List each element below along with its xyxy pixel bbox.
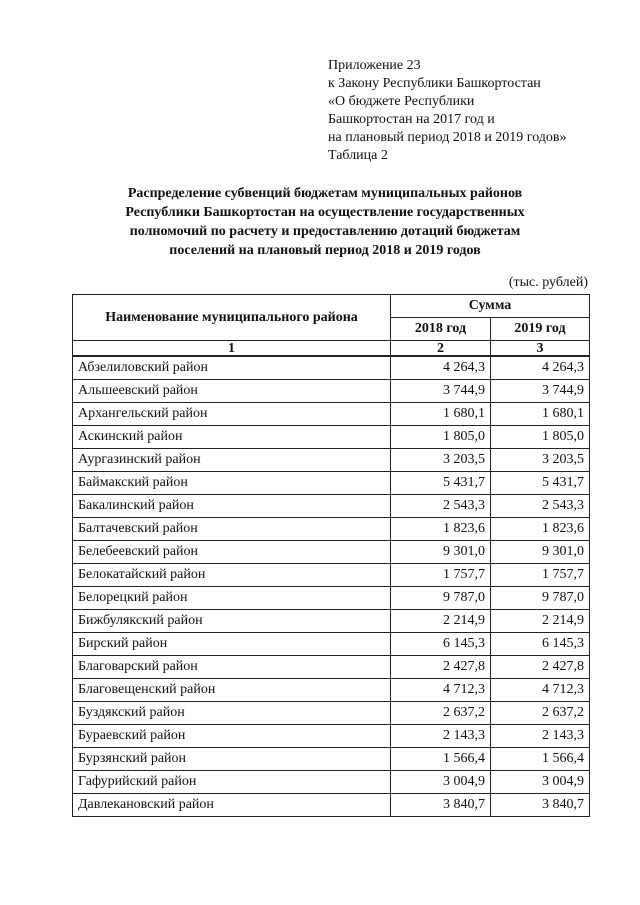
value-2018-cell: 5 431,7 xyxy=(391,472,491,495)
district-name-cell: Абзелиловский район xyxy=(73,356,391,380)
table-row xyxy=(73,587,590,610)
table-row xyxy=(73,564,590,587)
value-2019-cell: 1 805,0 xyxy=(491,426,590,449)
table-row xyxy=(73,403,590,426)
table-row xyxy=(73,748,590,771)
title-line: Республики Башкортостан на осуществление государственных xyxy=(125,205,525,220)
table-row xyxy=(73,356,590,380)
value-2019-cell: 9 301,0 xyxy=(491,541,590,564)
district-name-cell: Аскинский район xyxy=(73,426,391,449)
value-2018-cell: 3 840,7 xyxy=(391,794,491,817)
value-2019-cell: 4 264,3 xyxy=(491,356,590,380)
annex-block xyxy=(328,57,567,165)
district-name-cell: Бакалинский район xyxy=(73,495,391,518)
value-2019-cell: 2 143,3 xyxy=(491,725,590,748)
annex-line: на плановый период 2018 и 2019 годов» xyxy=(328,130,567,145)
table-row xyxy=(73,472,590,495)
value-2019-cell: 9 787,0 xyxy=(491,587,590,610)
district-name-cell: Бирский район xyxy=(73,633,391,656)
table-row xyxy=(73,771,590,794)
value-2019-cell: 1 823,6 xyxy=(491,518,590,541)
value-2018-cell: 3 004,9 xyxy=(391,771,491,794)
value-2018-cell: 1 823,6 xyxy=(391,518,491,541)
value-2018-cell: 2 637,2 xyxy=(391,702,491,725)
district-name-cell: Буздякский район xyxy=(73,702,391,725)
district-name-cell: Баймакский район xyxy=(73,472,391,495)
table-row xyxy=(73,633,590,656)
value-2019-cell: 1 566,4 xyxy=(491,748,590,771)
value-2018-cell: 3 744,9 xyxy=(391,380,491,403)
value-2018-cell: 9 787,0 xyxy=(391,587,491,610)
column-index: 2 xyxy=(391,341,491,357)
value-2018-cell: 1 757,7 xyxy=(391,564,491,587)
table-row xyxy=(73,702,590,725)
table-body xyxy=(73,356,590,817)
header-2019: 2019 год xyxy=(491,318,590,341)
subvention-table xyxy=(72,294,590,817)
title-line: поселений на плановый период 2018 и 2019 годов xyxy=(169,243,481,258)
value-2018-cell: 2 427,8 xyxy=(391,656,491,679)
district-name-cell: Белорецкий район xyxy=(73,587,391,610)
value-2019-cell: 6 145,3 xyxy=(491,633,590,656)
table-row xyxy=(73,725,590,748)
value-2018-cell: 4 712,3 xyxy=(391,679,491,702)
table-row xyxy=(73,656,590,679)
value-2018-cell: 6 145,3 xyxy=(391,633,491,656)
value-2018-cell: 1 566,4 xyxy=(391,748,491,771)
value-2018-cell: 1 680,1 xyxy=(391,403,491,426)
column-index: 3 xyxy=(491,341,590,357)
district-name-cell: Бураевский район xyxy=(73,725,391,748)
value-2019-cell: 3 744,9 xyxy=(491,380,590,403)
document-title xyxy=(60,184,590,260)
value-2019-cell: 1 680,1 xyxy=(491,403,590,426)
district-name-cell: Давлекановский район xyxy=(73,794,391,817)
table-row xyxy=(73,449,590,472)
column-index: 1 xyxy=(73,341,391,357)
value-2018-cell: 3 203,5 xyxy=(391,449,491,472)
district-name-cell: Балтачевский район xyxy=(73,518,391,541)
title-line: полномочий по расчету и предоставлению дотаций бюджетам xyxy=(129,224,521,239)
unit-label: (тыс. рублей) xyxy=(508,275,588,290)
value-2019-cell: 2 427,8 xyxy=(491,656,590,679)
header-2018: 2018 год xyxy=(391,318,491,341)
district-name-cell: Белебеевский район xyxy=(73,541,391,564)
district-name-cell: Гафурийский район xyxy=(73,771,391,794)
district-name-cell: Благоварский район xyxy=(73,656,391,679)
table-row xyxy=(73,426,590,449)
value-2018-cell: 4 264,3 xyxy=(391,356,491,380)
value-2018-cell: 1 805,0 xyxy=(391,426,491,449)
table-row xyxy=(73,380,590,403)
value-2019-cell: 5 431,7 xyxy=(491,472,590,495)
value-2019-cell: 3 840,7 xyxy=(491,794,590,817)
value-2019-cell: 3 004,9 xyxy=(491,771,590,794)
header-district-name: Наименование муниципального района xyxy=(73,295,391,341)
table-row xyxy=(73,518,590,541)
value-2018-cell: 2 143,3 xyxy=(391,725,491,748)
annex-line: к Закону Республики Башкортостан xyxy=(328,76,541,91)
value-2019-cell: 1 757,7 xyxy=(491,564,590,587)
district-name-cell: Аургазинский район xyxy=(73,449,391,472)
district-name-cell: Белокатайский район xyxy=(73,564,391,587)
annex-line: «О бюджете Республики xyxy=(328,94,475,109)
value-2019-cell: 3 203,5 xyxy=(491,449,590,472)
district-name-cell: Бижбулякский район xyxy=(73,610,391,633)
annex-line: Приложение 23 xyxy=(328,58,421,73)
district-name-cell: Архангельский район xyxy=(73,403,391,426)
value-2019-cell: 2 214,9 xyxy=(491,610,590,633)
value-2019-cell: 2 637,2 xyxy=(491,702,590,725)
annex-line: Таблица 2 xyxy=(328,148,388,163)
title-line: Распределение субвенций бюджетам муниципальных районов xyxy=(127,186,523,201)
value-2019-cell: 4 712,3 xyxy=(491,679,590,702)
table-row xyxy=(73,541,590,564)
table-row xyxy=(73,495,590,518)
annex-line: Башкортостан на 2017 год и xyxy=(328,112,495,127)
district-name-cell: Бурзянский район xyxy=(73,748,391,771)
value-2019-cell: 2 543,3 xyxy=(491,495,590,518)
value-2018-cell: 2 543,3 xyxy=(391,495,491,518)
header-sum: Сумма xyxy=(391,295,590,318)
value-2018-cell: 9 301,0 xyxy=(391,541,491,564)
value-2018-cell: 2 214,9 xyxy=(391,610,491,633)
table-row xyxy=(73,679,590,702)
district-name-cell: Альшеевский район xyxy=(73,380,391,403)
district-name-cell: Благовещенский район xyxy=(73,679,391,702)
table-row xyxy=(73,610,590,633)
table-row xyxy=(73,794,590,817)
